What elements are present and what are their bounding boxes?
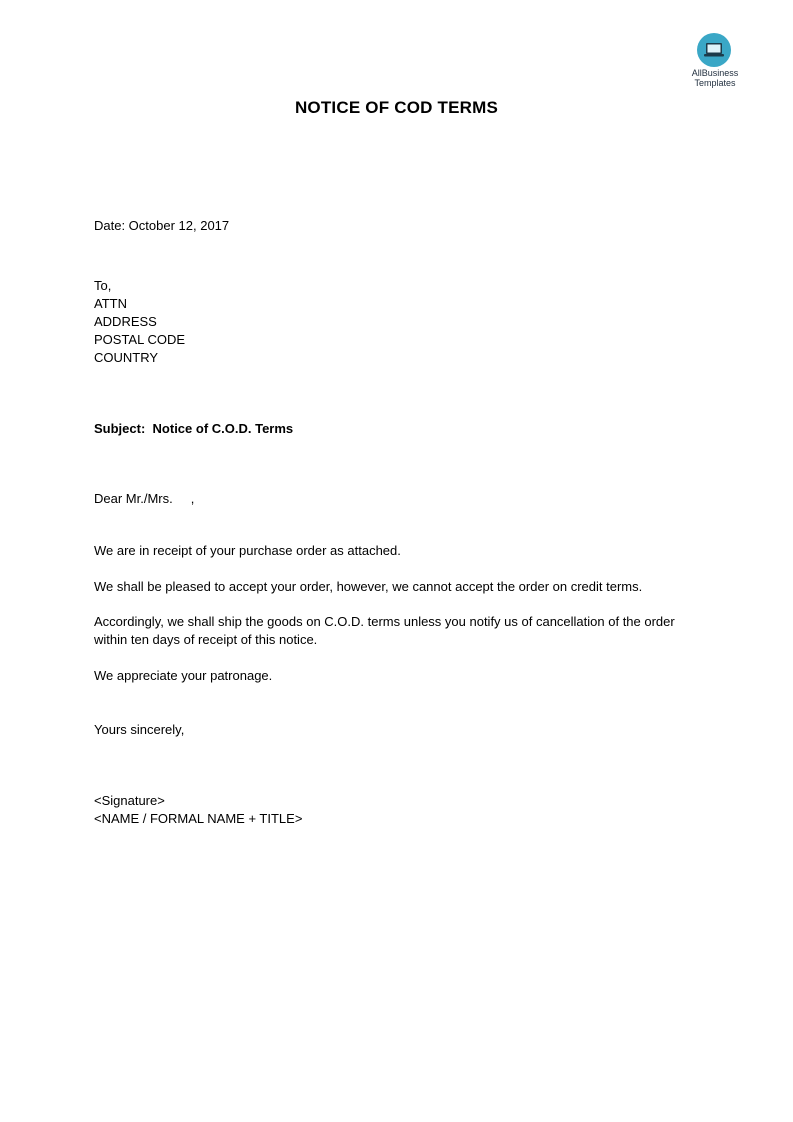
logo-line-1: AllBusiness [691, 68, 739, 78]
body-paragraph-1: We are in receipt of your purchase order as attached. [94, 543, 401, 558]
recipient-attn: ATTN [94, 296, 127, 311]
logo-text [684, 68, 746, 88]
recipient-country: COUNTRY [94, 350, 159, 365]
name-title-placeholder: <NAME / FORMAL NAME + TITLE> [94, 811, 303, 826]
recipient-to: To, [94, 278, 112, 293]
logo-badge [697, 33, 731, 67]
subject-label: Subject: [94, 421, 146, 436]
document-title: NOTICE OF COD TERMS [294, 98, 499, 117]
salutation: Dear Mr./Mrs. , [94, 491, 195, 506]
body-paragraph-4: We appreciate your patronage. [94, 668, 273, 683]
recipient-address: ADDRESS [94, 314, 157, 329]
body-paragraph-2: We shall be pleased to accept your order, however, we cannot accept the order on credit terms. [94, 579, 643, 594]
closing: Yours sincerely, [94, 722, 185, 737]
body-paragraph-3: Accordingly, we shall ship the goods on C.O.D. terms unless you notify us of cancellation of the order within ten days of receipt of this notice. [94, 614, 675, 647]
subject-text: Notice of C.O.D. Terms [152, 421, 294, 436]
subject-line [94, 420, 293, 438]
allbusiness-templates-logo [684, 33, 746, 91]
date-line: Date: October 12, 2017 [94, 218, 230, 233]
logo-line-2: Templates [694, 78, 736, 88]
signature-placeholder: <Signature> [94, 793, 165, 808]
laptop-icon [697, 33, 731, 67]
recipient-postal-code: POSTAL CODE [94, 332, 186, 347]
